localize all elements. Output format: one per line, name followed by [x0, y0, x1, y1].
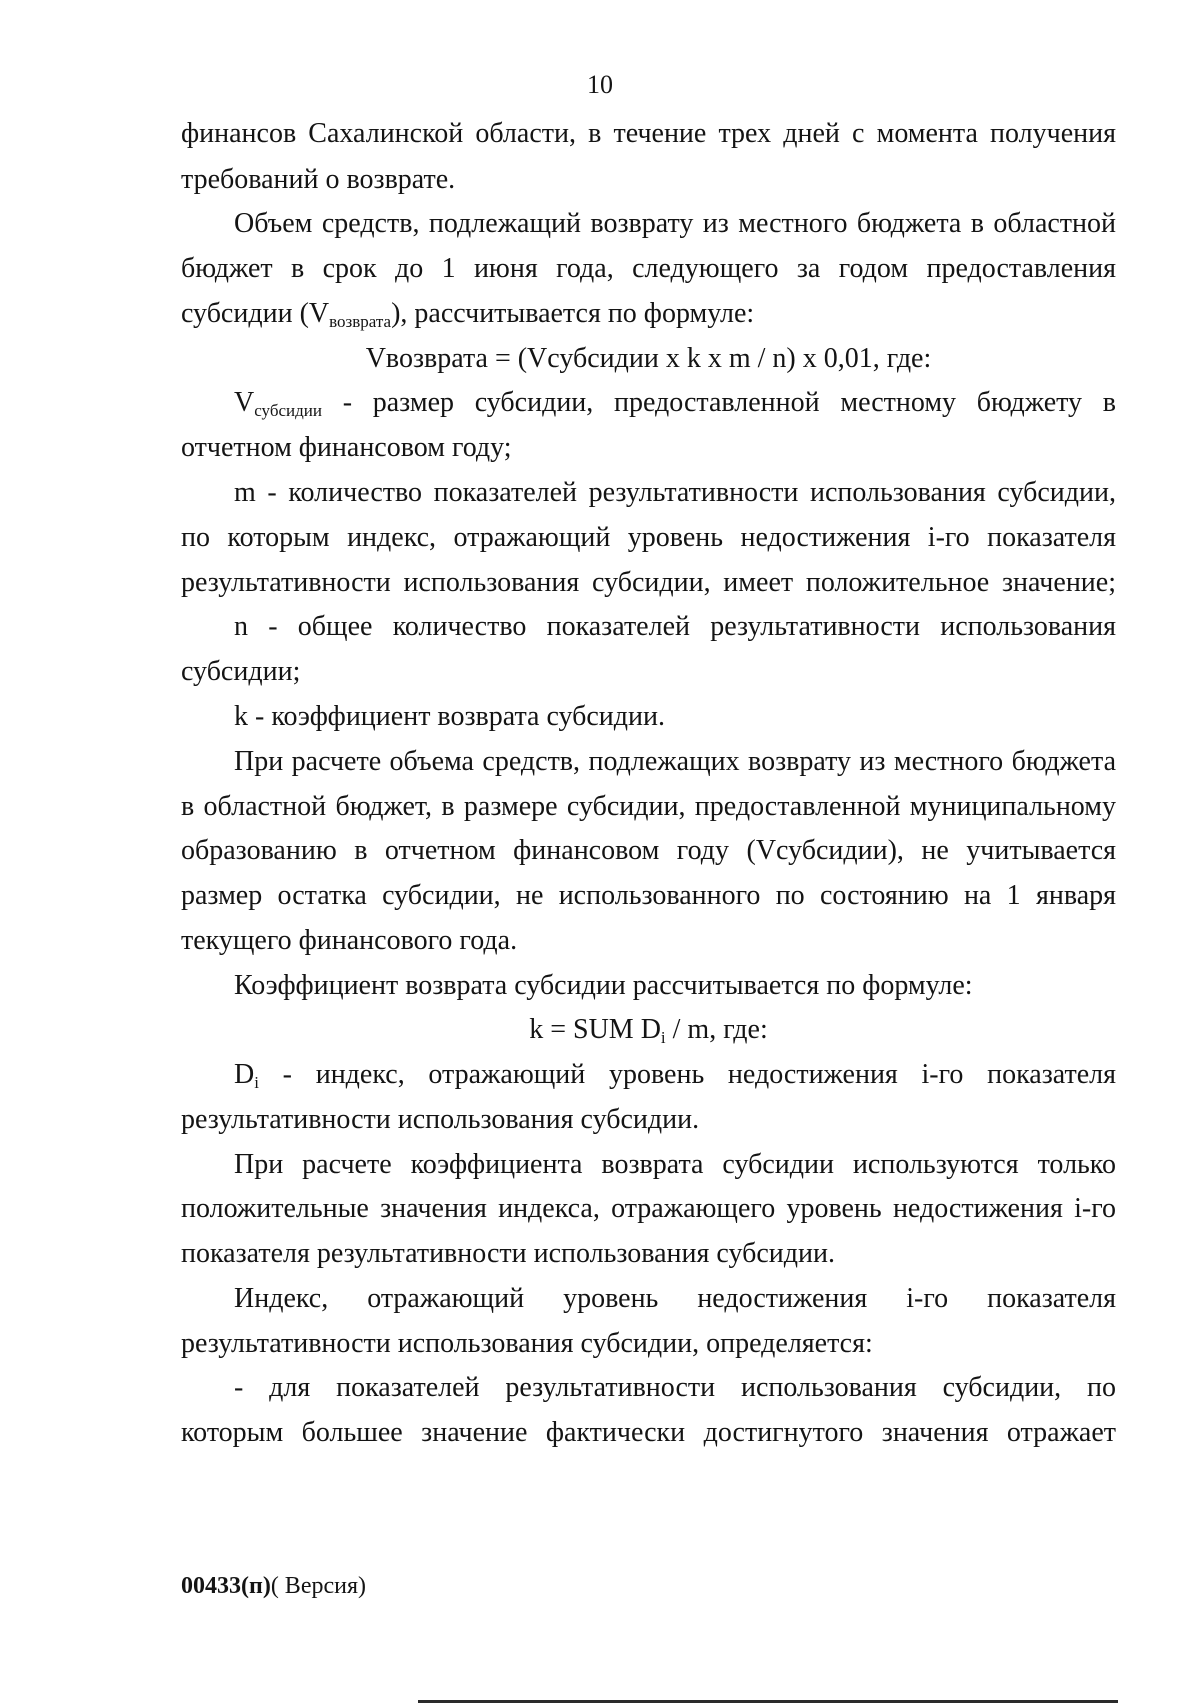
text-line: результативности использования субсидии, определяется: — [181, 1328, 873, 1359]
formula-k: k = SUM $D_i$ / m, где: — [529, 1014, 768, 1047]
text-line: При расчете объема средств, подлежащих возврату из местного бюджета — [234, 746, 1116, 777]
text-line: требований о возврате. — [181, 164, 456, 195]
text-line: образованию в отчетном финансовом году (Vсубсидии), не учитывается — [181, 835, 1116, 866]
text-line: субсидии $(V_{возврата})$, рассчитывается по формуле: — [181, 298, 755, 331]
text-line: текущего финансового года. — [181, 925, 518, 956]
text-line: в областной бюджет, в размере субсидии, предоставленной муниципальному — [181, 791, 1116, 822]
text-line: которым большее значение фактически достигнутого значения отражает — [181, 1417, 1116, 1448]
text-line: отчетном финансовом году; — [181, 432, 512, 463]
text-line: - для показателей результативности использования субсидии, по — [234, 1372, 1116, 1403]
page-number: 10 — [587, 70, 613, 99]
text-line: Объем средств, подлежащий возврату из местного бюджета в областной — [234, 208, 1116, 239]
formula-v-return: Vвозврата = (Vсубсидии x k x m / n) x 0,01, где: — [365, 343, 932, 374]
document-code-suffix: ( Версия) — [270, 1573, 366, 1599]
text-line: бюджет в срок до 1 июня года, следующего за годом предоставления — [181, 253, 1116, 284]
text-line: субсидии; — [181, 656, 301, 687]
text-line: $V_{субсидии}$ - размер субсидии, предоставленной местному бюджету в — [234, 387, 1116, 420]
bottom-rule — [418, 1700, 1118, 1703]
text-line: При расчете коэффициента возврата субсидии используются только — [234, 1149, 1116, 1180]
text-line: результативности использования субсидии, имеет положительное значение; — [181, 567, 1116, 598]
text-line: по которым индекс, отражающий уровень недостижения i-го показателя — [181, 522, 1116, 553]
text-line: Коэффициент возврата субсидии рассчитывается по формуле: — [234, 970, 973, 1001]
text-line: k - коэффициент возврата субсидии. — [234, 701, 666, 732]
text-line: финансов Сахалинской области, в течение трех дней с момента получения — [181, 118, 1116, 149]
text-line: n - общее количество показателей результативности использования — [234, 611, 1116, 642]
text-line: Индекс, отражающий уровень недостижения i-го показателя — [234, 1283, 1116, 1314]
text-line: результативности использования субсидии. — [181, 1104, 700, 1135]
text-line: размер остатка субсидии, не использованного по состоянию на 1 января — [181, 880, 1116, 911]
text-line: m - количество показателей результативности использования субсидии, — [234, 477, 1116, 508]
text-line: показателя результативности использования субсидии. — [181, 1238, 835, 1269]
text-line: $D_i$ - индекс, отражающий уровень недостижения i-го показателя — [234, 1059, 1116, 1092]
document-code — [181, 1571, 366, 1601]
document-code-number: 00433(п) — [181, 1573, 271, 1599]
text-line: положительные значения индекса, отражающего уровень недостижения i-го — [181, 1193, 1116, 1224]
